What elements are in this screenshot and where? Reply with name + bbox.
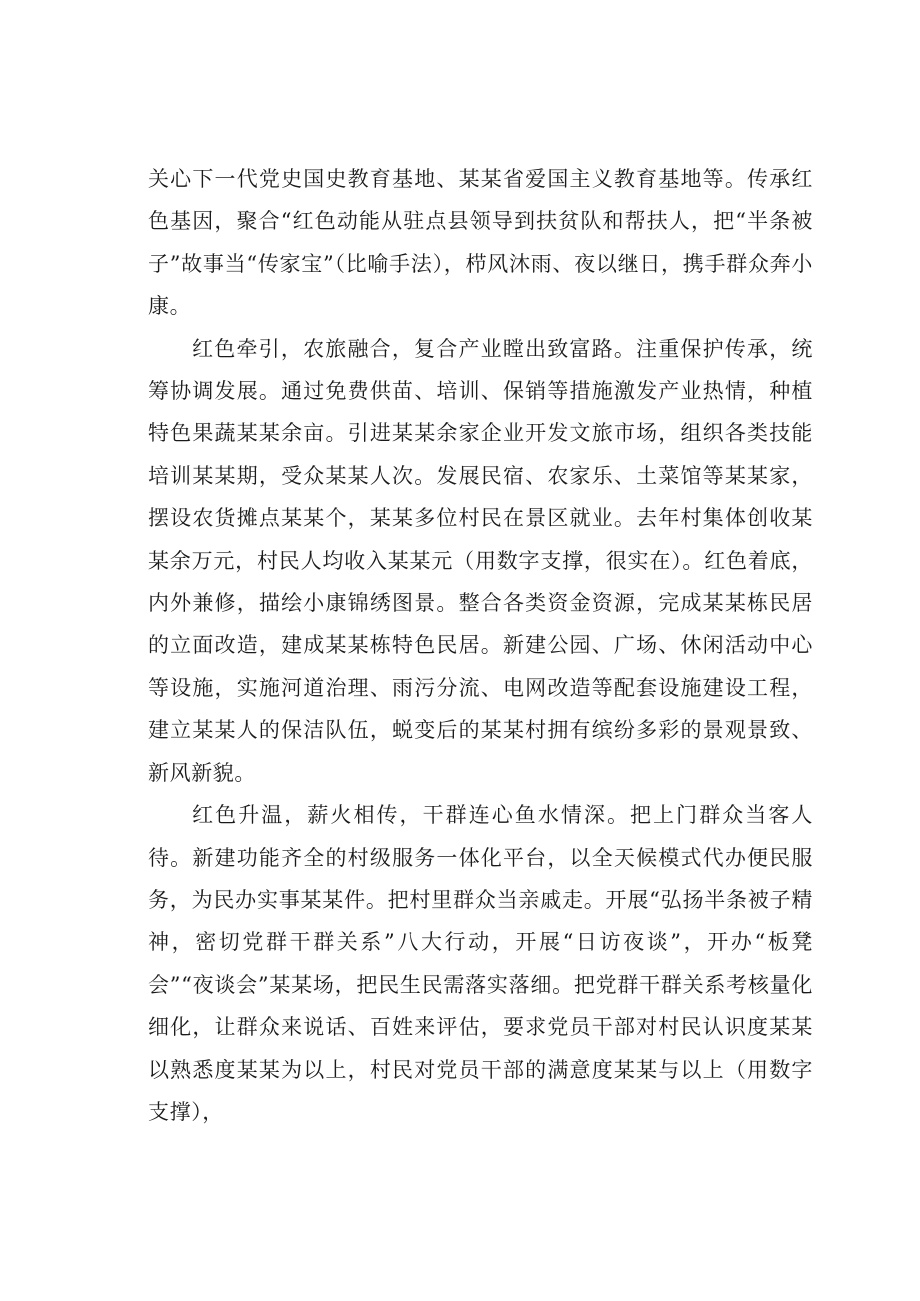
paragraph-3: 红色升温，薪火相传，干群连心鱼水情深。把上门群众当客人待。新建功能齐全的村级服务一体化平台，以全天候模式代办便民服务，为民办实事某某件。把村里群众当亲戚走。开展“弘扬半条被子精神，密切党群干群关系”八大行动，开展“日访夜谈”，开办“板凳会”“夜谈会”某某场，把民生民需落实落细。把党群干群关系考核量化细化，让群众来说话、百姓来评估，要求党员干部对村民认识度某某以熟悉度某某为以上，村民对党员干部的满意度某某与以上（用数字支撑）， [148, 803, 813, 1124]
paragraph-2: 红色牵引，农旅融合，复合产业瞠出致富路。注重保护传承，统筹协调发展。通过免费供苗、培训、保销等措施激发产业热情，种植特色果蔬某某余亩。引进某某余家企业开发文旅市场，组织各类技能培训某某期，受众某某人次。发展民宿、农家乐、土菜馆等某某家，摆设农货摊点某某个，某某多位村民在景区就业。去年村集体创收某某余万元，村民人均收入某某元（用数字支撑，很实在）。红色着底，内外兼修，描绘小康锦绣图景。整合各类资金资源，完成某某栋民居的立面改造，建成某某栋特色民居。新建公园、广场、休闲活动中心等设施，实施河道治理、雨污分流、电网改造等配套设施建设工程，建立某某人的保洁队伍，蜕变后的某某村拥有缤纷多彩的景观景致、新风新貌。 [148, 336, 813, 785]
paragraph-1: 关心下一代党史国史教育基地、某某省爱国主义教育基地等。传承红色基因，聚合“红色动能从驻点县领导到扶贫队和帮扶人，把“半条被子”故事当“传家宝”（比喻手法），栉风沐雨、夜以继日，携手群众奔小康。 [148, 167, 813, 319]
document-body [148, 158, 813, 1133]
